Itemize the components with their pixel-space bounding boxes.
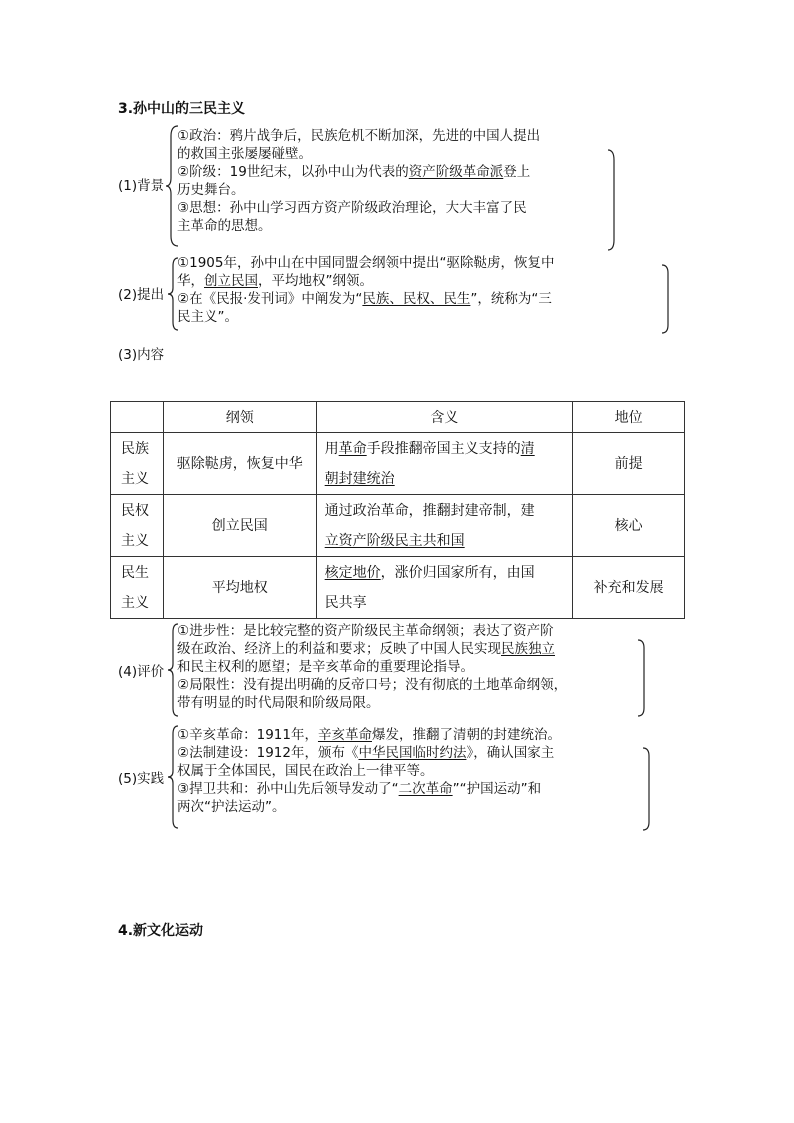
background-block <box>177 127 540 235</box>
prac-line-1: ①辛亥革命：1911年，辛亥革命爆发，推翻了清朝的封建统治。 <box>177 727 561 743</box>
table-header: 地位 <box>573 402 685 433</box>
principle-name: 民权 主义 <box>111 495 164 557</box>
prop-line-4: 民主义”。 <box>177 309 238 325</box>
right-brace <box>608 150 618 250</box>
table-header: 含义 <box>316 402 573 433</box>
answer-second-revolution: 二次革命 <box>398 781 453 797</box>
bg-line-3: ②阶级：19世纪末，以孙中山为代表的资产阶级革命派登上 <box>177 164 531 180</box>
prop-line-2: 华，创立民国，平均地权”纲领。 <box>177 273 373 289</box>
prop-line-1: ①1905年，孙中山在中国同盟会纲领中提出“驱除鞑虏，恢复中 <box>177 255 555 271</box>
prac-line-4: ③捍卫共和：孙中山先后领导发动了“二次革命”“护国运动”和 <box>177 781 542 797</box>
evaluation-label: (4)评价 <box>118 664 165 680</box>
answer-national-independence: 民族独立 <box>501 641 555 657</box>
prac-line-2: ②法制建设：1912年，颁布《中华民国临时约法》，确认国家主 <box>177 745 555 761</box>
principle-meaning: 核定地价，涨价归国家所有，由国 民共享 <box>316 557 573 619</box>
proposal-label: (2)提出 <box>118 287 165 303</box>
bg-line-5: ③思想：孙中山学习西方资产阶级政治理论，大大丰富了民 <box>177 200 527 216</box>
practice-block <box>177 726 561 816</box>
principle-meaning: 用革命手段推翻帝国主义支持的清 朝封建统治 <box>316 433 573 495</box>
principle-name: 民生 主义 <box>111 557 164 619</box>
proposal-block <box>177 254 554 326</box>
eval-line-1: ①进步性：是比较完整的资产阶级民主革命纲领；表达了资产阶 <box>177 623 554 639</box>
table-row <box>111 495 685 557</box>
table-header: 纲领 <box>163 402 316 433</box>
table-header-row <box>111 402 685 433</box>
bg-line-1: ①政治：鸦片战争后，民族危机不断加深，先进的中国人提出 <box>177 128 541 144</box>
prac-line-5: 两次“护法运动”。 <box>177 799 286 815</box>
section-heading-sanmin: 3.孙中山的三民主义 <box>118 101 246 117</box>
principle-status: 补充和发展 <box>573 557 685 619</box>
answer-xinhai-revolution: 辛亥革命 <box>317 727 372 743</box>
principle-meaning: 通过政治革命，推翻封建帝制，建 立资产阶级民主共和国 <box>316 495 573 557</box>
bg-line-4: 历史舞台。 <box>177 182 245 198</box>
answer-found-republic: 创立民国 <box>204 273 258 289</box>
principle-program: 创立民国 <box>163 495 316 557</box>
bg-line-2: 的救国主张屡屡碰壁。 <box>177 146 312 162</box>
eval-line-2: 级在政治、经济上的利益和要求；反映了中国人民实现民族独立 <box>177 641 555 657</box>
right-brace <box>638 640 648 716</box>
answer-three-principles: 民族、民权、民生 <box>362 291 471 307</box>
prac-line-3: 权属于全体国民，国民在政治上一律平等。 <box>177 763 434 779</box>
principle-program: 平均地权 <box>163 557 316 619</box>
table-row <box>111 557 685 619</box>
answer-provisional-constitution: 中华民国临时约法 <box>358 745 467 761</box>
principle-status: 前提 <box>573 433 685 495</box>
section-heading-new-culture: 4.新文化运动 <box>118 923 204 939</box>
principle-program: 驱除鞑虏，恢复中华 <box>163 433 316 495</box>
background-label: (1)背景 <box>118 178 165 194</box>
principle-status: 核心 <box>573 495 685 557</box>
content-label: (3)内容 <box>118 347 165 363</box>
right-brace <box>643 748 653 830</box>
answer-bourgeois-revolutionaries: 资产阶级革命派 <box>408 164 504 180</box>
right-brace <box>662 265 672 333</box>
eval-line-4: ②局限性：没有提出明确的反帝口号；没有彻底的土地革命纲领， <box>177 677 568 693</box>
eval-line-5: 带有明显的时代局限和阶级局限。 <box>177 695 380 711</box>
principles-table <box>110 401 685 619</box>
evaluation-block <box>177 622 567 712</box>
principle-name: 民族 主义 <box>111 433 164 495</box>
bg-line-6: 主革命的思想。 <box>177 218 272 234</box>
eval-line-3: 和民主权利的愿望；是辛亥革命的重要理论指导。 <box>177 659 474 675</box>
table-header <box>111 402 164 433</box>
prop-line-3: ②在《民报·发刊词》中阐发为“民族、民权、民生”，统称为“三 <box>177 291 552 307</box>
practice-label: (5)实践 <box>118 771 165 787</box>
table-row <box>111 433 685 495</box>
